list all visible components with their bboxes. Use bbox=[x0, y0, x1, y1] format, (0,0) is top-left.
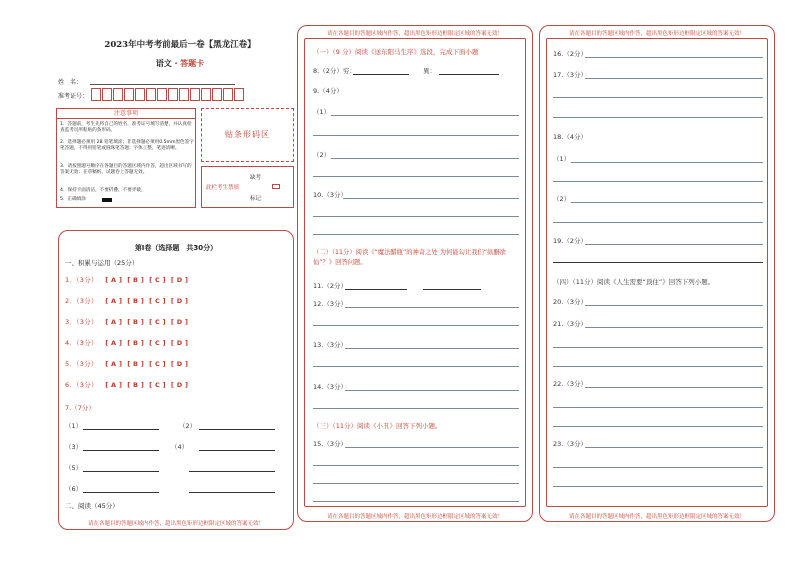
notes-box bbox=[56, 108, 196, 208]
part1-title: 一、积累与运用（25分） bbox=[65, 259, 139, 267]
absent-box bbox=[201, 166, 294, 208]
q10-line-2[interactable] bbox=[313, 216, 519, 217]
absent-bottom: 标记 bbox=[250, 196, 262, 202]
q15-line-3[interactable] bbox=[313, 483, 519, 484]
blank-1-label: （1） bbox=[65, 422, 83, 430]
blank-7-line[interactable] bbox=[83, 492, 159, 493]
name-field[interactable] bbox=[90, 84, 235, 85]
q11-label: 11.（2分） bbox=[313, 282, 347, 290]
subject-title bbox=[80, 58, 280, 69]
q20-line[interactable] bbox=[585, 305, 763, 306]
q19-label: 19.（2分） bbox=[553, 237, 587, 245]
absent-left: 此栏考生禁填 bbox=[206, 185, 240, 191]
sec-b-title: （二）（11分）阅读《“魔法醋瓶”的神奇之处 为何能勾让我们“纵酮欲仙”？》回答问题。 bbox=[313, 249, 506, 266]
q17-line-3[interactable] bbox=[553, 117, 763, 118]
q23-line-1[interactable] bbox=[585, 447, 763, 448]
q23-line-3[interactable] bbox=[553, 486, 763, 487]
q15-line-1[interactable] bbox=[345, 447, 519, 448]
name-label: 姓 名： bbox=[58, 79, 83, 86]
choice-row-1[interactable]: 1．（3分） [ A ] [ B ] [ C ] [ D ] bbox=[65, 276, 189, 284]
barcode-area bbox=[201, 108, 294, 162]
q9-1-label: （1） bbox=[313, 108, 331, 116]
q15-line-4[interactable] bbox=[313, 501, 519, 502]
q17-line-1[interactable] bbox=[585, 78, 763, 79]
right-panel bbox=[539, 25, 775, 522]
q8b-label: 異： bbox=[423, 67, 436, 75]
q22-line-3[interactable] bbox=[553, 426, 763, 427]
q22-label: 22.（3分） bbox=[553, 380, 587, 388]
q18-2-label: （2） bbox=[553, 195, 571, 203]
exam-title: 2023年中考考前最后一卷【黑龙江卷】 bbox=[104, 40, 256, 50]
id-boxes[interactable] bbox=[91, 88, 241, 101]
q11-line-b[interactable] bbox=[423, 289, 481, 290]
q18-1-label: （1） bbox=[553, 155, 571, 163]
q17-line-2[interactable] bbox=[553, 97, 763, 98]
q18-2-line-2[interactable] bbox=[553, 222, 763, 223]
section1-panel bbox=[58, 230, 294, 530]
q18-1-line-2[interactable] bbox=[553, 181, 763, 182]
col3-footer: 请在各题目的答题区域内作答，超出黑色矩形边框限定区域的答案无效！ bbox=[568, 514, 745, 520]
col2-header: 请在各题目的答题区域内作答，超出黑色矩形边框限定区域的答案无效！ bbox=[326, 31, 503, 37]
col3-header: 请在各题目的答题区域内作答，超出黑色矩形边框限定区域的答案无效！ bbox=[568, 31, 745, 37]
barcode-label: 贴条形码区 bbox=[225, 130, 270, 139]
blank-1-line[interactable] bbox=[83, 429, 159, 430]
q18-2-line[interactable] bbox=[571, 202, 763, 203]
q19-line-1[interactable] bbox=[585, 244, 763, 245]
q8-line-a[interactable] bbox=[353, 74, 409, 75]
q17-label: 17.（3分） bbox=[553, 71, 587, 79]
notes-item-4: 4．保持卡面清洁，不要折叠、不要弄破。 bbox=[60, 188, 146, 193]
q9-2-line[interactable] bbox=[331, 158, 519, 159]
q14-line-1[interactable] bbox=[345, 390, 519, 391]
section1-title: 第Ⅰ卷（选择题 共30分） bbox=[134, 244, 218, 252]
q21-label: 21.（3分） bbox=[553, 320, 587, 328]
q8-line-b[interactable] bbox=[439, 74, 499, 75]
q12-line-1[interactable] bbox=[345, 307, 519, 308]
q20-label: 20.（3分） bbox=[553, 298, 587, 306]
q21-line-2[interactable] bbox=[553, 347, 763, 348]
q13-line-2[interactable] bbox=[313, 366, 519, 367]
q18-1-line[interactable] bbox=[571, 162, 763, 163]
notes-item-3: 3．请按照题号顺序在各题目的答题区域内作答，超出区域书写的答案无效；在草稿纸、试题卷上答题无效。 bbox=[60, 164, 192, 175]
q12-label: 12.（3分） bbox=[313, 300, 347, 308]
blank-6-label: （6） bbox=[65, 485, 83, 493]
choice-row-4[interactable]: 4．（3分） [ A ] [ B ] [ C ] [ D ] bbox=[65, 339, 189, 347]
sec-a-title: （一）（9 分）阅读《送东阳马生序》选段，完成下面小题 bbox=[313, 48, 479, 56]
left-column bbox=[50, 20, 298, 540]
q8-label: 8.（2分）穷： bbox=[313, 67, 356, 75]
id-label: 准考证号： bbox=[58, 93, 89, 100]
blank-2-line[interactable] bbox=[199, 429, 275, 430]
notes-item-1: 1．答题前，考生先将自己的姓名，准考证号填写清楚，并认真检查监考员所粘贴的条形码。 bbox=[60, 122, 192, 133]
q18-label: 18.（4分） bbox=[553, 133, 587, 141]
blank-2-label: （2） bbox=[179, 422, 197, 430]
subject-suffix: 答题卡 bbox=[180, 58, 205, 68]
subject-prefix: 语文 · bbox=[155, 58, 181, 68]
q9-1-line[interactable] bbox=[331, 115, 519, 116]
part2-title: 二、阅读（45分） bbox=[65, 502, 119, 510]
q9-2-label: （2） bbox=[313, 151, 331, 159]
blank-6-line[interactable] bbox=[189, 471, 275, 472]
q14-label: 14.（3分） bbox=[313, 383, 347, 391]
section1-footer: 请在各题目的答题区域内作答，超出黑色矩形边框限定区域的答案无效！ bbox=[87, 521, 264, 527]
q11-line-a[interactable] bbox=[345, 289, 407, 290]
q22-line-2[interactable] bbox=[553, 407, 763, 408]
middle-panel bbox=[297, 25, 533, 522]
sec-d-title: （四）（11分）阅读《人生需要“顶住”》回答下列小题。 bbox=[553, 278, 715, 286]
choice-row-5[interactable]: 5．（3分） [ A ] [ B ] [ C ] [ D ] bbox=[65, 360, 189, 368]
q22-line-1[interactable] bbox=[585, 387, 763, 388]
q12-line-2[interactable] bbox=[313, 325, 519, 326]
blank-4-line[interactable] bbox=[199, 450, 275, 451]
notes-item-2: 2．选择题必须用 2B 铅笔填涂；非选择题必须用0.5mm黑色签字笔答题，不得用铅笔或圆珠笔答题；字体工整，笔迹清晰。 bbox=[60, 140, 194, 151]
blank-5-label: （5） bbox=[65, 464, 83, 472]
blank-3-line[interactable] bbox=[83, 450, 159, 451]
q9-1-line-2[interactable] bbox=[313, 135, 519, 136]
col2-inner bbox=[304, 38, 526, 507]
q7-label: 7.（7分） bbox=[65, 404, 95, 412]
q21-line-1[interactable] bbox=[585, 327, 763, 328]
blank-5-line[interactable] bbox=[83, 471, 159, 472]
q10-line-1[interactable] bbox=[343, 198, 519, 199]
sec-c-title: （三）（11分）阅读《小丑》回答下列小题。 bbox=[313, 422, 442, 430]
q16-label: 16.（2分） bbox=[553, 50, 587, 58]
q13-line-1[interactable] bbox=[345, 348, 519, 349]
blank-3-label: （3） bbox=[65, 443, 83, 451]
q23-line-2[interactable] bbox=[553, 467, 763, 468]
q10-line-3[interactable] bbox=[313, 234, 519, 235]
notes-item-5: 5．正确填涂 bbox=[60, 197, 86, 202]
blank-8-line[interactable] bbox=[189, 492, 275, 493]
col2-footer: 请在各题目的答题区域内作答，超出黑色矩形边框限定区域的答案无效！ bbox=[326, 514, 503, 520]
choice-row-3[interactable]: 3．（3分） [ A ] [ B ] [ C ] [ D ] bbox=[65, 318, 189, 326]
choice-row-2[interactable]: 2．（3分） [ A ] [ B ] [ C ] [ D ] bbox=[65, 297, 189, 305]
notes-title: 注意事项 bbox=[57, 109, 195, 119]
q9-label: 9.（4分） bbox=[313, 87, 343, 95]
q14-line-2[interactable] bbox=[313, 408, 519, 409]
q10-label: 10.（3分） bbox=[313, 191, 347, 199]
fill-sample-mark bbox=[102, 198, 112, 202]
absent-top: 缺考 bbox=[250, 175, 262, 181]
absent-checkbox[interactable] bbox=[272, 184, 280, 189]
choice-row-6[interactable]: 6．（3分） [ A ] [ B ] [ C ] [ D ] bbox=[65, 381, 189, 389]
col3-inner bbox=[546, 38, 768, 507]
q15-label: 15.（3分） bbox=[313, 440, 347, 448]
q16-line[interactable] bbox=[585, 57, 763, 58]
q21-line-3[interactable] bbox=[553, 366, 763, 367]
q19-line-2[interactable] bbox=[553, 262, 763, 263]
q15-line-2[interactable] bbox=[313, 465, 519, 466]
q9-2-line-2[interactable] bbox=[313, 176, 519, 177]
blank-4-label: （4） bbox=[171, 443, 189, 451]
q13-label: 13.（3分） bbox=[313, 341, 347, 349]
q23-label: 23.（3分） bbox=[553, 440, 587, 448]
